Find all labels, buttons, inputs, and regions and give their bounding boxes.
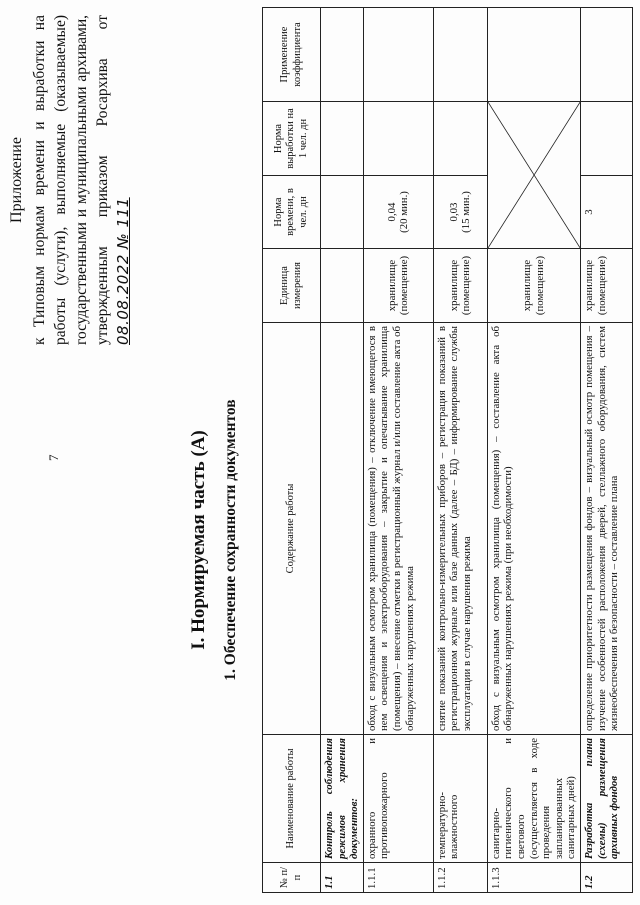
row-time-norm xyxy=(321,176,364,249)
row-name: санитарно-гигиенического и светового (осуществляется в ходе проведения запланированных санитарных дней) xyxy=(487,735,580,863)
row-unit: хранилище (помещение) xyxy=(580,249,632,323)
subsection-title: 1. Обеспечение сохранности документов xyxy=(222,399,239,681)
time-norm-minutes: (15 мин.) xyxy=(460,191,473,233)
row-num: 1.1.2 xyxy=(433,863,487,893)
appendix-body xyxy=(29,15,134,345)
row-coef xyxy=(433,8,487,102)
table-row xyxy=(487,8,580,893)
row-unit xyxy=(321,249,364,323)
row-num: 1.1.1 xyxy=(363,863,433,893)
table-row xyxy=(321,8,364,893)
row-coef xyxy=(487,8,580,102)
row-output-norm xyxy=(580,102,632,176)
page-number: 7 xyxy=(46,454,61,461)
header-time-norm: Норма времени, в чел. дн xyxy=(263,176,321,249)
time-norm-minutes: (20 мин.) xyxy=(398,191,411,233)
header-content: Содержание работы xyxy=(263,323,321,735)
row-name: охранного и противопожарного xyxy=(363,735,433,863)
appendix-title: Приложение xyxy=(8,137,25,223)
row-content: определение приоритетности размещения фондов – визуальный осмотр помещения – изучение особенностей расположения дверей, стеллажного оборудования, систем жизнеобеспечения и безопасности – составление плана xyxy=(580,323,632,735)
row-content xyxy=(321,323,364,735)
table-row xyxy=(580,8,632,893)
time-norm-value: 0,03 xyxy=(447,202,460,222)
handwritten-date-signature: 08.08.2022 № 111 xyxy=(114,197,132,345)
row-coef xyxy=(363,8,433,102)
section-title: I. Нормируемая часть (А) xyxy=(188,430,209,650)
table-row xyxy=(363,8,433,893)
header-coef: Применение коэффициента xyxy=(263,8,321,102)
cross-out-mark xyxy=(488,102,580,248)
table-header-row xyxy=(263,8,321,893)
row-content: обход с визуальным осмотром хранилища (помещения) – составление акта об обнаруженных нарушениях режима (при необходимости) xyxy=(487,323,580,735)
row-coef xyxy=(321,8,364,102)
norms-table xyxy=(262,7,633,893)
row-content: обход с визуальным осмотром хранилища (помещения) – отключение имеющегося в нем освещения и электрооборудования – закрытие и опечатывание хранилища (помещения) – внесение отметки в регистрационный журнал и/или составление акта об обнаруженных нарушениях режима xyxy=(363,323,433,735)
crossed-out-cell xyxy=(487,102,580,249)
row-unit: хранилище (помещение) xyxy=(487,249,580,323)
row-output-norm xyxy=(321,102,364,176)
header-unit: Единица измерения xyxy=(263,249,321,323)
row-unit: хранилище (помещение) xyxy=(433,249,487,323)
row-name: Разработка плана (схемы) размещения архивных фондов xyxy=(580,735,632,863)
row-output-norm xyxy=(433,102,487,176)
header-name: Наименование работы xyxy=(263,735,321,863)
table-row xyxy=(433,8,487,893)
row-name: температурно-влажностного xyxy=(433,735,487,863)
row-name: Контроль соблюдения режимов хранения документов: xyxy=(321,735,364,863)
appendix-block xyxy=(6,15,134,345)
header-num: № п/п xyxy=(263,863,321,893)
row-num: 1.1 xyxy=(321,863,364,893)
appendix-text: к Типовым нормам времени и выработки на работы (услуги), выполняемые (оказываемые) государственными и муниципальными архивами, утвержденным приказом Росархива от xyxy=(31,15,111,345)
time-norm-value: 0,04 xyxy=(385,202,398,222)
row-time-norm: 3 xyxy=(580,176,632,249)
header-output-norm: Норма выработки на 1 чел. дн xyxy=(263,102,321,176)
row-time-norm xyxy=(363,176,433,249)
row-num: 1.2 xyxy=(580,863,632,893)
row-num: 1.1.3 xyxy=(487,863,580,893)
row-content: снятие показаний контрольно-измерительных приборов – регистрация показаний в регистрационном журнале или базе данных (далее – БД) – информирование службы эксплуатации в случае нарушения режима xyxy=(433,323,487,735)
row-coef xyxy=(580,8,632,102)
row-time-norm xyxy=(433,176,487,249)
row-unit: хранилище (помещение) xyxy=(363,249,433,323)
row-output-norm xyxy=(363,102,433,176)
